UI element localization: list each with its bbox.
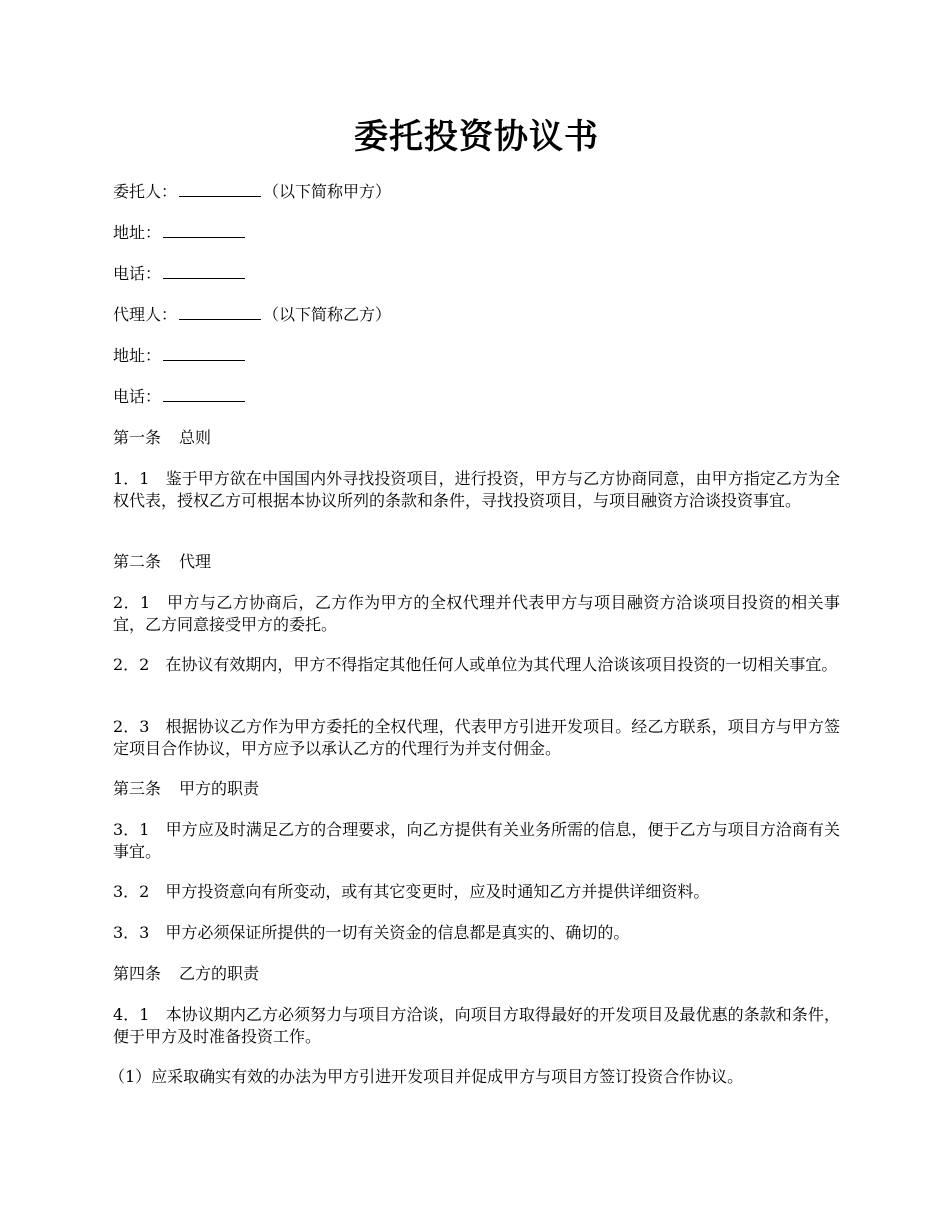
article-4-number: 第四条 [113,964,162,983]
clause-4-1-item-1: （1）应采取确实有效的办法为甲方引进开发项目并促成甲方与项目方签订投资合作协议。 [109,1067,744,1086]
party-a-label: 委托人： [113,182,178,201]
article-2-number: 第二条 [113,552,162,571]
article-1-title: 总则 [179,428,212,447]
party-a-address-blank [163,223,245,238]
article-4-title: 乙方的职责 [179,964,260,983]
article-3-heading [113,778,840,800]
article-2-title: 代理 [179,552,212,571]
party-b-phone-blank [163,387,245,402]
party-b-phone-label: 电话： [113,387,162,406]
clause-3-3: 3．3 甲方必须保证所提供的一切有关资金的信息都是真实的、确切的。 [113,923,630,942]
party-a-phone-blank [163,264,245,279]
party-b-address-line [113,345,840,367]
article-1-number: 第一条 [113,428,162,447]
clause-2-1: 2．1 甲方与乙方协商后，乙方作为甲方的全权代理并代表甲方与项目融资方洽谈项目投资的相关事宜，乙方同意接受甲方的委托。 [113,593,840,634]
party-b-name-blank [179,305,261,320]
party-b-address-blank [163,346,245,361]
clause-1-1: 1．1 鉴于甲方欲在中国国内外寻找投资项目，进行投资，甲方与乙方协商同意，由甲方指定乙方为全权代表，授权乙方可根据本协议所列的条款和条件，寻找投资项目，与项目融资方洽谈投资事宜。 [113,469,840,510]
clause-4-1: 4．1 本协议期内乙方必须努力与项目方洽谈，向项目方取得最好的开发项目及最优惠的条款和条件，便于甲方及时准备投资工作。 [113,1005,840,1046]
article-3-number: 第三条 [113,779,162,798]
party-b-note: （以下简称乙方） [263,305,392,324]
party-a-phone-label: 电话： [113,264,162,283]
party-a-address-line [113,222,840,244]
article-4-heading [113,963,840,985]
party-a-address-label: 地址： [113,223,162,242]
clause-2-3: 2．3 根据协议乙方作为甲方委托的全权代理，代表甲方引进开发项目。经乙方联系，项目方与甲方签定项目合作协议，甲方应予以承认乙方的代理行为并支付佣金。 [113,717,840,758]
party-a-line [113,181,840,203]
clause-3-2: 3．2 甲方投资意向有所变动，或有其它变更时，应及时通知乙方并提供详细资料。 [113,882,710,901]
party-a-phone-line [113,263,840,285]
party-a-name-blank [179,182,261,197]
article-3-title: 甲方的职责 [179,779,260,798]
article-2-heading [113,551,840,573]
article-1-heading [113,427,840,449]
clause-2-2: 2．2 在协议有效期内，甲方不得指定其他任何人或单位为其代理人洽谈该项目投资的一切相关事宜。 [113,655,838,674]
clause-3-1: 3．1 甲方应及时满足乙方的合理要求，向乙方提供有关业务所需的信息，便于乙方与项目方洽商有关事宜。 [113,820,840,861]
party-b-line [113,304,840,326]
document-title: 委托投资协议书 [354,117,599,157]
party-b-phone-line [113,386,840,408]
party-a-note: （以下简称甲方） [263,182,392,201]
party-b-address-label: 地址： [113,346,162,365]
party-b-label: 代理人： [113,305,178,324]
